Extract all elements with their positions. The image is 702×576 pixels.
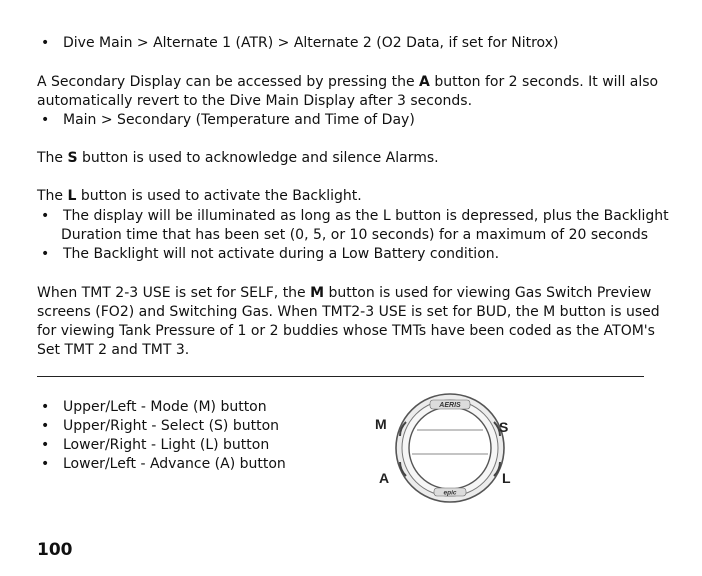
bullet-text: The Backlight will not activate during a Low Battery condition. [63, 246, 500, 262]
key-a-inline: A [419, 74, 430, 90]
page-number: 100 [37, 540, 73, 560]
key-s-inline: S [67, 150, 78, 166]
bullet-text: Dive Main > Alternate 1 (ATR) > Alternate 2 (O2 Data, if set for Nitrox) [63, 35, 559, 51]
secondary-display-line-1: A Secondary Display can be accessed by pressing the A button for 2 seconds. It will also [37, 74, 659, 90]
key-l-inline: L [67, 188, 77, 204]
secondary-display-line-2: automatically revert to the Dive Main Display after 3 seconds. [37, 93, 473, 109]
model-logo: epic [443, 489, 457, 497]
bullet-glyph: • [41, 399, 50, 415]
label-a: A [379, 470, 390, 486]
label-s: S [499, 419, 509, 435]
brand-logo: AERIS [439, 402, 461, 410]
tmt-paragraph-line-3: for viewing Tank Pressure of 1 or 2 buddies whose TMTs have been coded as the ATOM's [37, 323, 655, 339]
bullet-text: Upper/Left - Mode (M) button [63, 399, 267, 415]
bullet-text: Main > Secondary (Temperature and Time of Day) [63, 112, 415, 128]
l-button-paragraph: The L button is used to activate the Backlight. [37, 188, 362, 204]
dive-computer-diagram [360, 392, 540, 508]
bullet-glyph: • [41, 246, 50, 262]
bullet-glyph: • [41, 208, 50, 224]
label-l: L [502, 470, 511, 486]
display-screen [409, 407, 491, 489]
bullet-text: The display will be illuminated as long as the L button is depressed, plus the Backlight [63, 208, 669, 224]
label-m: M [375, 416, 387, 432]
bullet-text: Lower/Left - Advance (A) button [63, 456, 286, 472]
bullet-glyph: • [41, 437, 50, 453]
bullet-glyph: • [41, 418, 50, 434]
key-m-inline: M [310, 285, 325, 301]
bullet-glyph: • [41, 112, 50, 128]
bullet-glyph: • [41, 35, 50, 51]
s-button-paragraph: The S button is used to acknowledge and silence Alarms. [37, 150, 439, 166]
bullet-text: Lower/Right - Light (L) button [63, 437, 270, 453]
bullet-text: Upper/Right - Select (S) button [63, 418, 280, 434]
bullet-backlight-duration-cont: Duration time that has been set (0, 5, or 10 seconds) for a maximum of 20 seconds [61, 227, 649, 243]
tmt-paragraph-line-1: When TMT 2-3 USE is set for SELF, the M button is used for viewing Gas Switch Preview [37, 285, 652, 301]
bullet-glyph: • [41, 456, 50, 472]
tmt-paragraph-line-4: Set TMT 2 and TMT 3. [37, 342, 190, 358]
section-divider [37, 376, 644, 377]
tmt-paragraph-line-2: screens (FO2) and Switching Gas. When TMT2-3 USE is set for BUD, the M button is used [37, 304, 660, 320]
